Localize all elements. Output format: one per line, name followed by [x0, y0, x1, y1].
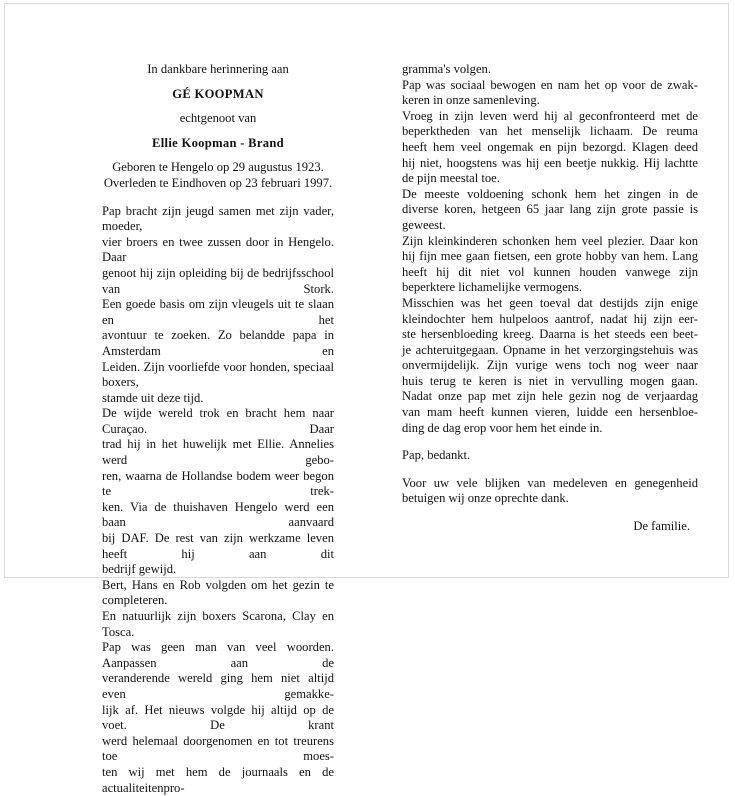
text-line: de pijn meestal toe. — [402, 171, 500, 186]
text-line: onvermijdelijk. Zijn vurige wens toch nog weer naar — [402, 358, 698, 373]
text-line: diverse koren, hetgeen 65 jaar lang zijn grote passie is — [402, 202, 698, 217]
text-line: ten wij met hem de journaals en de actualiteitenpro- — [102, 764, 334, 795]
thanks-line: Voor uw vele blijken van medeleven en genegenheid — [402, 475, 698, 490]
text-line: genoot hij zijn opleiding bij de bedrijfsschool van Stork. — [102, 265, 334, 296]
text-line: bij DAF. De rest van zijn werkzame leven heeft hij aan dit — [102, 531, 334, 561]
left-column — [102, 62, 334, 796]
remembrance-heading: In dankbare herinnering aan — [147, 62, 289, 76]
text-line: Nadat onze pap met zijn hele gezin nog de verjaardag — [402, 389, 698, 404]
text-line: De meeste voldoening schonk hem het zingen in de — [402, 186, 698, 201]
text-line: ken. Via de thuishaven Hengelo werd een baan aanvaard — [102, 499, 334, 530]
text-line: vier broers en twee zussen door in Hengelo. Daar — [102, 234, 334, 265]
text-line: De wijde wereld trok en bracht hem naar Curaçao. Daar — [102, 406, 334, 436]
text-line: avontuur te zoeken. Zo belandde papa in Amsterdam en — [102, 328, 334, 358]
text-line: keren in onze samenleving. — [402, 93, 540, 108]
spouse-name: Ellie Koopman - Brand — [152, 135, 284, 150]
text-line: van mam heeft kunnen vieren, luidde een hersenbloe- — [402, 405, 698, 420]
thanks-line: betuigen wij onze oprechte dank. — [402, 491, 569, 506]
text-line: je achteruitgegaan. Opname in het verzorgingstehuis was — [402, 342, 698, 357]
text-line: heeft hij dit niet vol kunnen houden vanwege zijn — [402, 264, 698, 279]
text-line: huis terug te keren is niet in vervulling mogen gaan. — [402, 373, 698, 388]
text-line: geweest. — [402, 217, 446, 232]
text-line: stamde uit deze tijd. — [102, 390, 204, 405]
family-signature: De familie. — [633, 519, 690, 534]
farewell-line: Pap, bedankt. — [402, 448, 471, 463]
text-line: veranderende wereld ging hem niet altijd even gemakke- — [102, 671, 334, 701]
text-line: werd helemaal doorgenomen en tot treurens toe moes- — [102, 733, 334, 764]
text-line: ren, waarna de Hollandse bodem weer begon te trek- — [102, 468, 334, 499]
text-line: lijk af. Het nieuws volgde hij altijd op de voet. De krant — [102, 702, 334, 733]
text-line: heeft hem veel ongemak en pijn bezorgd. Klagen deed — [402, 139, 698, 154]
deceased-name: GÉ KOOPMAN — [172, 86, 264, 101]
text-line: hij niet, hoogstens was hij een beetje nukkig. Hij lachtte — [402, 155, 698, 170]
text-line: Zijn kleinkinderen schonken hem veel plezier. Daar kon — [402, 233, 698, 248]
text-line: Vroeg in zijn leven werd hij al geconfronteerd met de — [402, 108, 698, 123]
text-line: Misschien was het geen toeval dat destijds zijn enige — [402, 295, 698, 310]
death-line: Overleden te Eindhoven op 23 februari 1997. — [103, 175, 333, 190]
birth-line: Geboren te Hengelo op 29 augustus 1923. — [112, 160, 324, 175]
biography-right — [402, 62, 698, 436]
text-line: kleindochter hem hulpeloos aantrof, nadat hij zijn eer- — [402, 311, 698, 326]
text-line: trad hij in het huwelijk met Ellie. Annelies werd gebo- — [102, 437, 334, 468]
text-line: Bert, Hans en Rob volgden om het gezin te completeren. — [102, 577, 334, 608]
text-line: ding de dag erop voor hem het einde in. — [402, 420, 603, 435]
text-line: Leiden. Zijn voorliefde voor honden, speciaal boxers, — [102, 359, 334, 390]
text-line: Pap bracht zijn jeugd samen met zijn vader, moeder, — [102, 203, 334, 234]
text-line: beperktheden van het menselijk lichaam. De reuma — [402, 124, 698, 139]
spouse-intro: echtgenoot van — [179, 111, 257, 126]
text-line: En natuurlijk zijn boxers Scarona, Clay en Tosca. — [102, 609, 334, 639]
text-line: Pap was geen man van veel woorden. Aanpassen aan de — [102, 640, 334, 670]
text-line: Een goede basis om zijn vleugels uit te slaan en het — [102, 297, 334, 327]
text-line: gramma's volgen. — [402, 62, 492, 76]
biography-left — [102, 204, 334, 796]
text-line: hij fijn mee gaan fietsen, een grote hobby van hem. Lang — [402, 249, 698, 264]
text-line: ste hersenbloeding kreeg. Daarna is het steeds een beet- — [402, 327, 698, 342]
text-line: beperktere lichamelijke vermogens. — [402, 280, 583, 295]
right-column — [402, 62, 698, 535]
text-line: bedrijf gewijd. — [102, 562, 177, 577]
text-line: Pap was sociaal bewogen en nam het op voor de zwak- — [402, 77, 698, 92]
